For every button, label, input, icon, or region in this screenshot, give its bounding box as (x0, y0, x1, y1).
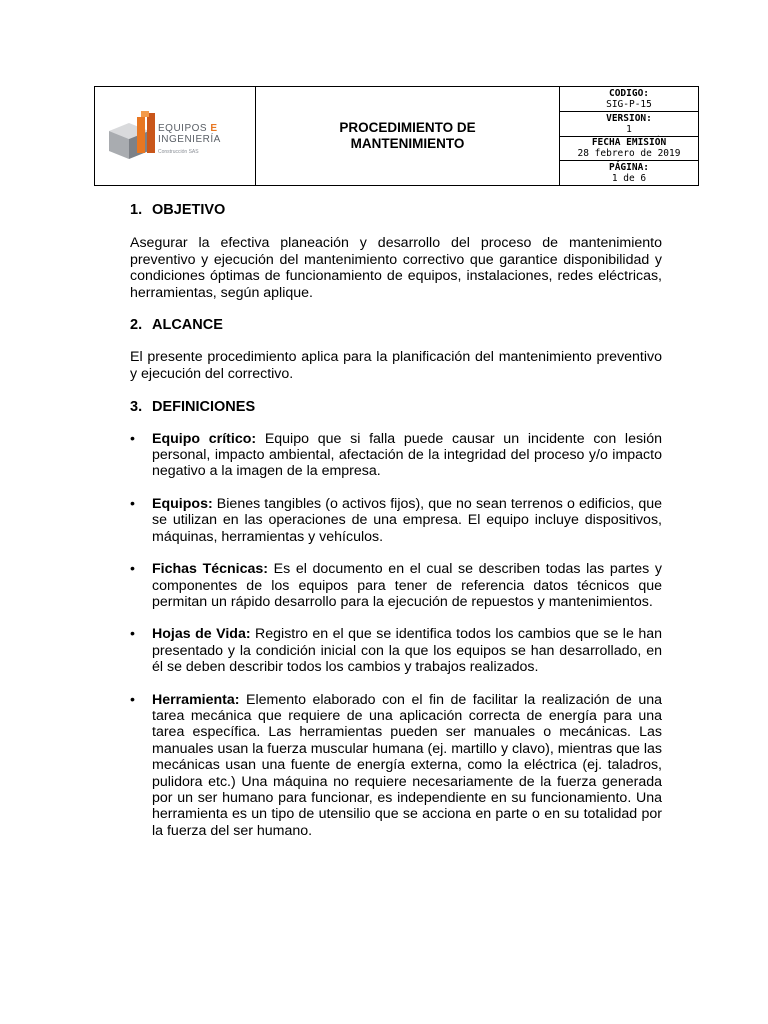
meta-fecha (560, 137, 698, 162)
logo-wordmark (158, 123, 221, 158)
meta-value: SIG-P-15 (606, 98, 652, 110)
objetivo-text: Asegurar la efectiva planeación y desarrollo del proceso de mantenimiento preventivo y ejecución del mantenimiento correctivo que garantice disponibilidad y condiciones óptimas de funcionamiento de equipos, instalaciones, redes eléctricas, herramientas, según aplique. (130, 235, 662, 301)
definition-text: Registro en el que se identifica todos los cambios que se le han presentado y la condición inicial con la que los equipos se han desarrollado, en él se deben describir todos los cambios y trabajos realizados. (152, 626, 662, 676)
meta-value: 28 febrero de 2019 (577, 148, 681, 160)
meta-label: CODIGO: (608, 87, 650, 99)
meta-value: 1 de 6 (611, 173, 647, 185)
definition-term: Herramienta: (152, 691, 240, 708)
logo-cell (95, 87, 256, 185)
logo-brand-sub: Construcción SAS (158, 149, 199, 155)
section-heading-definiciones (130, 399, 662, 415)
definition-text: Bienes tangibles (o activos fijos), que no sean terrenos o edificios, que se utilizan en las operaciones de una empresa. El equipo incluye dispositivos, máquinas, herramientas y vehículos. (152, 495, 662, 545)
section-title: ALCANCE (152, 317, 223, 334)
meta-version (560, 112, 698, 137)
section-title: DEFINICIONES (152, 399, 256, 416)
section-title: OBJETIVO (152, 202, 226, 218)
definition-text: Equipo que si falla puede causar un incidente con lesión personal, impacto ambiental, afectación de la integridad del proceso y/o impacto negativo a la imagen de la empresa. (152, 430, 662, 480)
logo-brand-line1: EQUIPOS (158, 123, 208, 134)
title-line-1: PROCEDIMIENTO DE (339, 120, 476, 135)
definition-term: Equipo crítico: (152, 430, 257, 447)
meta-codigo (560, 87, 698, 112)
definitions-list (130, 431, 662, 840)
document-header (94, 86, 699, 186)
definition-term: Equipos: (152, 495, 213, 512)
meta-value: 1 (626, 123, 632, 135)
meta-label: PÁGINA: (608, 162, 650, 174)
section-heading-objetivo (130, 202, 662, 218)
definition-text: Elemento elaborado con el fin de facilitar la realización de una tarea mecánica que requiere de una aplicación correcta de energía para una tarea específica. Las herramientas pueden ser manuales o mecánicas. Las manuales usan la fuerza muscular humana (ej. martillo y clavo), mientras que las mecánicas usan una fuente de energía externa, como la eléctrica (ej. taladros, pulidora etc.) Una máquina no requiere necesariamente de la fuerza generada por un ser humano para funcionar, es independiente en su funcionamiento. Una herramienta es un tipo de utensilio que se acciona en parte o en su totalidad por la fuerza del ser humano. (152, 691, 662, 839)
title-line-2: MANTENIMIENTO (350, 136, 465, 151)
document-title (256, 87, 560, 185)
section-heading-alcance (130, 317, 662, 333)
document-body (130, 198, 662, 839)
document-meta (560, 87, 698, 185)
definition-term: Fichas Técnicas: (152, 561, 269, 578)
list-item (130, 626, 662, 675)
logo-brand-line2: INGENIERÍA (158, 134, 221, 145)
section-number: 3. (130, 399, 143, 416)
list-item (130, 431, 662, 480)
meta-label: VERSION: (606, 112, 652, 124)
definition-term: Hojas de Vida: (152, 626, 251, 643)
definition-text: Es el documento en el cual se describen todas las partes y componentes de los equipos para tener de referencia datos técnicos que permitan un rápido desarrollo para la ejecución de repuestos y mantenimientos. (152, 561, 662, 610)
alcance-text: El presente procedimiento aplica para la planificación del mantenimiento preventivo y ejecución del correctivo. (130, 349, 662, 382)
meta-label: FECHA EMISIÓN (591, 137, 667, 149)
logo-brand-accent: E (210, 123, 218, 134)
list-item (130, 561, 662, 610)
list-item (130, 692, 662, 840)
meta-pagina (560, 161, 698, 185)
section-number: 1. (130, 202, 143, 218)
section-number: 2. (130, 317, 143, 334)
list-item (130, 496, 662, 545)
